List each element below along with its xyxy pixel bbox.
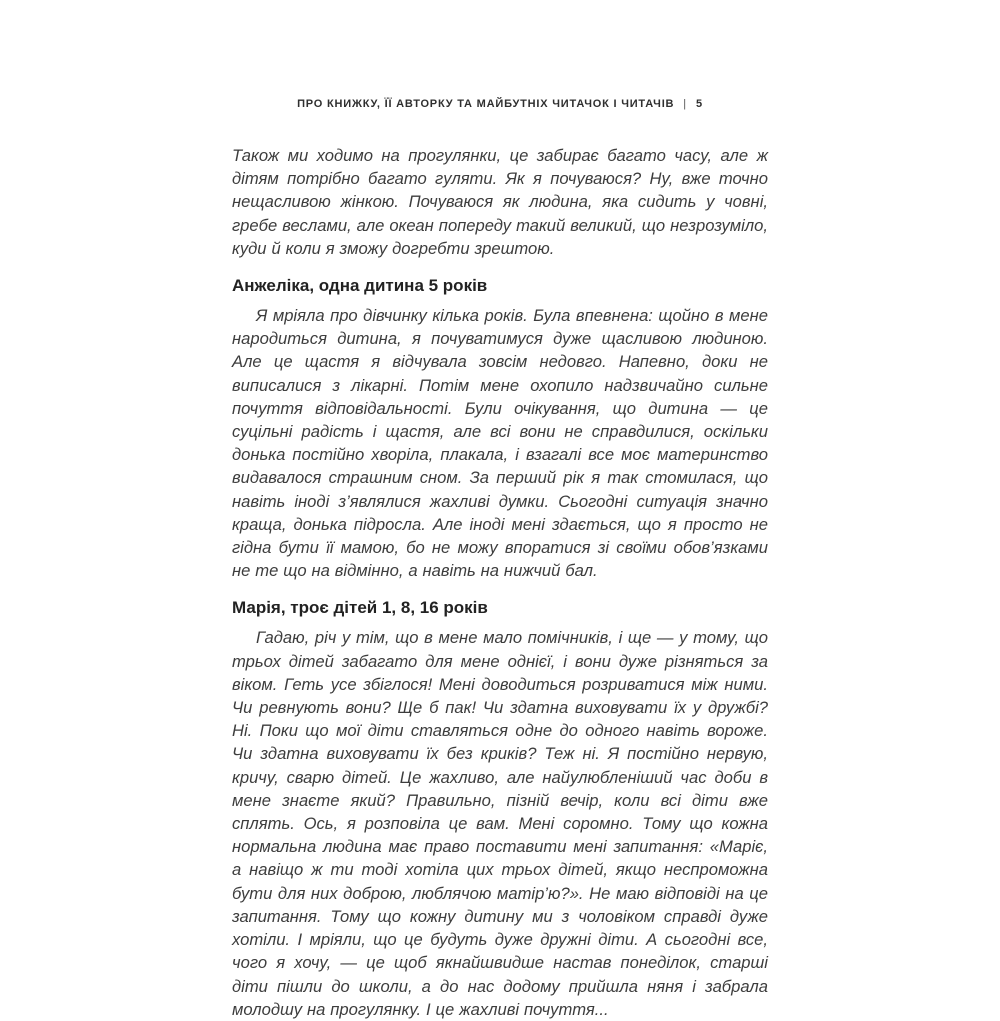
section-heading-anzhelika: Анжеліка, одна дитина 5 років xyxy=(232,276,488,296)
section-body-anzhelika: Я мріяла про дівчинку кілька років. Була впевнена: щойно в мене народиться дитина, я почуватимуся дуже щасливою людиною. Але це щастя я відчувала зовсім недовго. Напевно, доки не виписалися з лікарні. Потім мене охопило надзвичайно сильне почуття відповідальності. Були очікування, що дитина — це суцільні радість і щастя, але всі вони не справдилися, оскільки донька постійно хворіла, плакала, і взагалі все моє материнство видавалося страшним сном. За перший рік я так стомилася, що навіть іноді з’являлися жахливі думки. Сьогодні ситуація значно краща, донька підросла. Але іноді мені здається, що я просто не гідна бути її мамою, бо не можу впоратися зі своїми обов’язками не те що на відмінно, а навіть на нижчий бал. xyxy=(232,306,768,581)
text-column xyxy=(232,0,768,1021)
page-header xyxy=(232,98,768,110)
page-content xyxy=(232,144,768,1021)
intro-paragraph: Також ми ходимо на прогулянки, це забирає багато часу, але ж дітям потрібно багато гуляти. Як я почуваюся? Ну, вже точно нещасливою жінкою. Почуваюся як людина, яка сидить у човні, гребе веслами, але океан попереду такий великий, що незрозуміло, куди й коли я зможу догребти зрештою. xyxy=(232,146,768,258)
header-separator: | xyxy=(683,98,687,110)
page-number: 5 xyxy=(695,98,703,110)
section-heading-maria: Марія, троє дітей 1, 8, 16 років xyxy=(232,598,488,618)
section-body-maria: Гадаю, річ у тім, що в мене мало помічників, і ще — у тому, що трьох дітей забагато для мене однієї, і вони дуже різняться за віком. Геть усе збіглося! Мені доводиться розриватися між ними. Чи ревнують вони? Ще б пак! Чи здатна виховувати їх у дружбі? Ні. Поки що мої діти ставляться одне до одного навіть вороже. Чи здатна виховувати їх без криків? Теж ні. Я постійно нервую, кричу, сварю дітей. Це жахливо, але найулюбленіший час доби в мене знаєте який? Правильно, пізній вечір, коли всі діти вже сплять. Ось, я розповіла це вам. Мені соромно. Тому що кожна нормальна людина має право поставити мені запитання: «Маріє, а навіщо ж ти тоді хотіла цих трьох дітей, якщо неспроможна бути для них доброю, люблячою матір’ю?». Не маю відповіді на це запитання. Тому що кожну дитину ми з чоловіком справді дуже хотіли. І мріяли, що це будуть дуже дружні діти. А сьогодні все, чого я хочу, — це щоб якнайшвидше настав понеділок, старші діти пішли до школи, а до нас додому прийшла няня і забрала молодшу на прогулянку. І це жахливі почуття... xyxy=(232,628,768,1019)
running-title: ПРО КНИЖКУ, ЇЇ АВТОРКУ ТА МАЙБУТНІХ ЧИТАЧОК І ЧИТАЧІВ xyxy=(297,98,675,110)
